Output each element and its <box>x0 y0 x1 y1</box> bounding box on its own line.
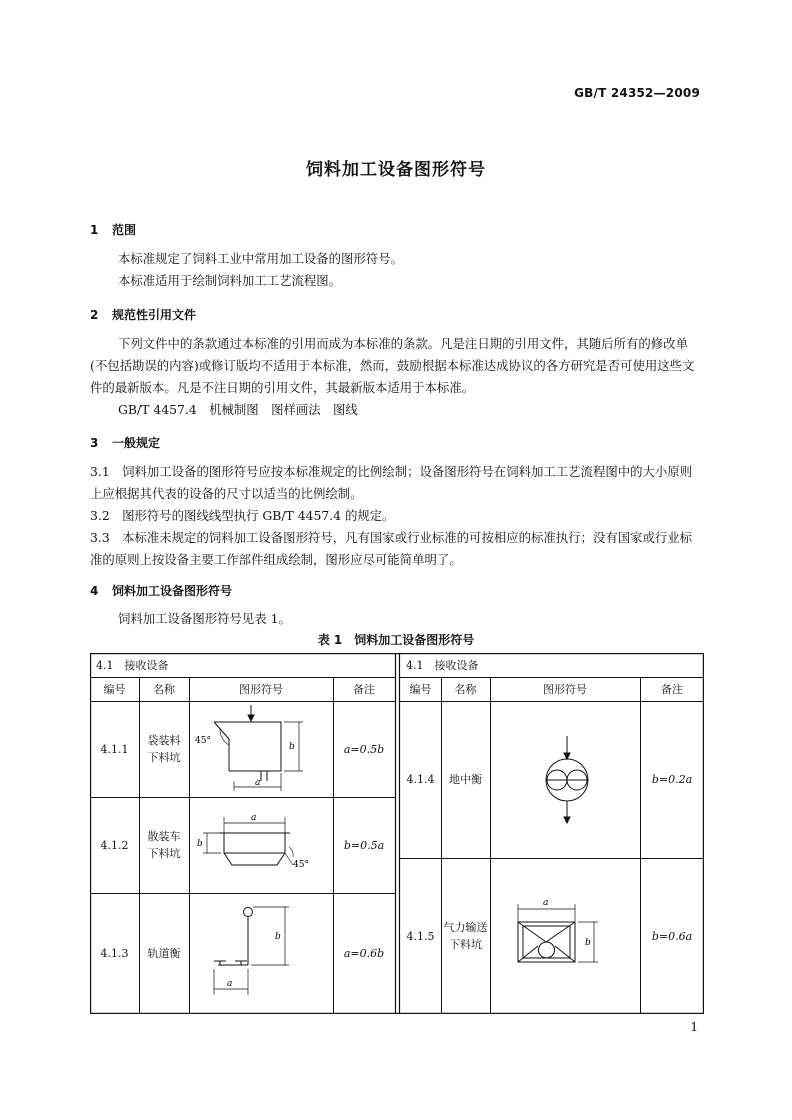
document-title: 饲料加工设备图形符号 <box>306 160 486 180</box>
column-header-name: 名称 <box>454 682 477 696</box>
bulk-truck-pit-symbol <box>189 797 333 893</box>
dim-label-a: a <box>251 813 257 823</box>
section-title: 饲料加工设备图形符号 <box>112 584 233 598</box>
table-group-title: 4.1 接收设备 <box>406 658 479 672</box>
dim-label-b: b <box>585 938 591 948</box>
paragraph: 3.1 饲料加工设备的图形符号应按本标准规定的比例绘制；设备图形符号在饲料加工工艺流程图中的大小原则上应根据其代表的设备的尺寸以适当的比例绘制。 <box>90 464 693 501</box>
standard-number: GB/T 24352—2009 <box>574 86 700 100</box>
column-header-note: 备注 <box>353 682 375 696</box>
row-name: 散装车 下料坑 <box>147 830 181 860</box>
section-number: 1 <box>90 223 99 237</box>
row-id: 4.1.3 <box>100 947 129 960</box>
dim-label-a: a <box>255 778 261 788</box>
table-group-title: 4.1 接收设备 <box>96 658 169 672</box>
symbol-table <box>90 653 704 1014</box>
row-id: 4.1.1 <box>100 742 129 756</box>
paragraph: GB/T 4457.4 机械制图 图样画法 图线 <box>118 402 358 417</box>
section-number: 4 <box>90 584 99 598</box>
column-header-name: 名称 <box>153 682 175 696</box>
page-number: 1 <box>690 1020 698 1034</box>
dim-label-b: b <box>275 932 281 942</box>
section-title: 一般规定 <box>112 436 161 450</box>
angle-label: 45° <box>195 736 211 746</box>
row-name: 气力输送 下料坑 <box>443 921 488 951</box>
section-heading <box>90 434 160 451</box>
section-heading <box>90 582 232 599</box>
row-note: a=0.6b <box>343 947 385 960</box>
angle-label: 45° <box>293 860 309 870</box>
floor-scale-symbol <box>490 701 640 858</box>
row-note: a=0.5b <box>343 742 385 756</box>
column-header-symbol: 图形符号 <box>239 682 283 696</box>
row-id: 4.1.5 <box>406 929 435 943</box>
column-header-id: 编号 <box>103 682 126 696</box>
table-caption: 表 1 饲料加工设备图形符号 <box>317 633 475 647</box>
dim-label-b: b <box>289 742 295 752</box>
row-id: 4.1.2 <box>100 838 129 852</box>
column-header-symbol: 图形符号 <box>543 682 587 696</box>
pneumatic-pit-symbol <box>490 858 640 1014</box>
row-note: b=0.2a <box>651 773 693 786</box>
dim-label-b: b <box>197 839 203 849</box>
row-id: 4.1.4 <box>406 773 435 786</box>
paragraph: 3.3 本标准未规定的饲料加工设备图形符号，凡有国家或行业标准的可按相应的标准执行；没有国家或行业标准的原则上按设备主要工作部件组成绘制，图形应尽可能简单明了。 <box>90 530 693 567</box>
section-title: 范围 <box>112 223 137 237</box>
paragraph: 3.2 图形符号的图线线型执行 GB/T 4457.4 的规定。 <box>90 508 395 523</box>
section-heading <box>90 221 136 238</box>
dim-label-a: a <box>227 979 233 989</box>
column-header-id: 编号 <box>409 682 432 696</box>
row-name: 袋装料 下料坑 <box>147 734 181 764</box>
paragraph: 本标准规定了饲料工业中常用加工设备的图形符号。 <box>118 251 403 266</box>
paragraph: 本标准适用于绘制饲料加工工艺流程图。 <box>118 273 342 288</box>
paragraph: 饲料加工设备图形符号见表 1。 <box>118 611 291 626</box>
section-number: 3 <box>90 436 99 450</box>
bag-feed-pit-symbol <box>189 701 333 797</box>
section-number: 2 <box>90 308 99 322</box>
row-note: b=0.6a <box>651 929 693 943</box>
row-name: 轨道衡 <box>147 947 181 960</box>
section-title: 规范性引用文件 <box>112 308 197 322</box>
row-name: 地中衡 <box>449 773 482 786</box>
paragraph: 下列文件中的条款通过本标准的引用而成为本标准的条款。凡是注日期的引用文件，其随后所有的修改单(不包括勘误的内容)或修订版均不适用于本标准，然而，鼓励根据本标准达成协议的各方研究是否可使用这些文件的最新版本。凡是不注日期的引用文件，其最新版本适用于本标准。 <box>90 336 695 395</box>
dim-label-a: a <box>543 898 549 908</box>
column-header-note: 备注 <box>661 682 683 696</box>
track-scale-symbol <box>189 893 333 1014</box>
section-heading <box>90 306 196 323</box>
row-note: b=0.5a <box>343 838 385 852</box>
